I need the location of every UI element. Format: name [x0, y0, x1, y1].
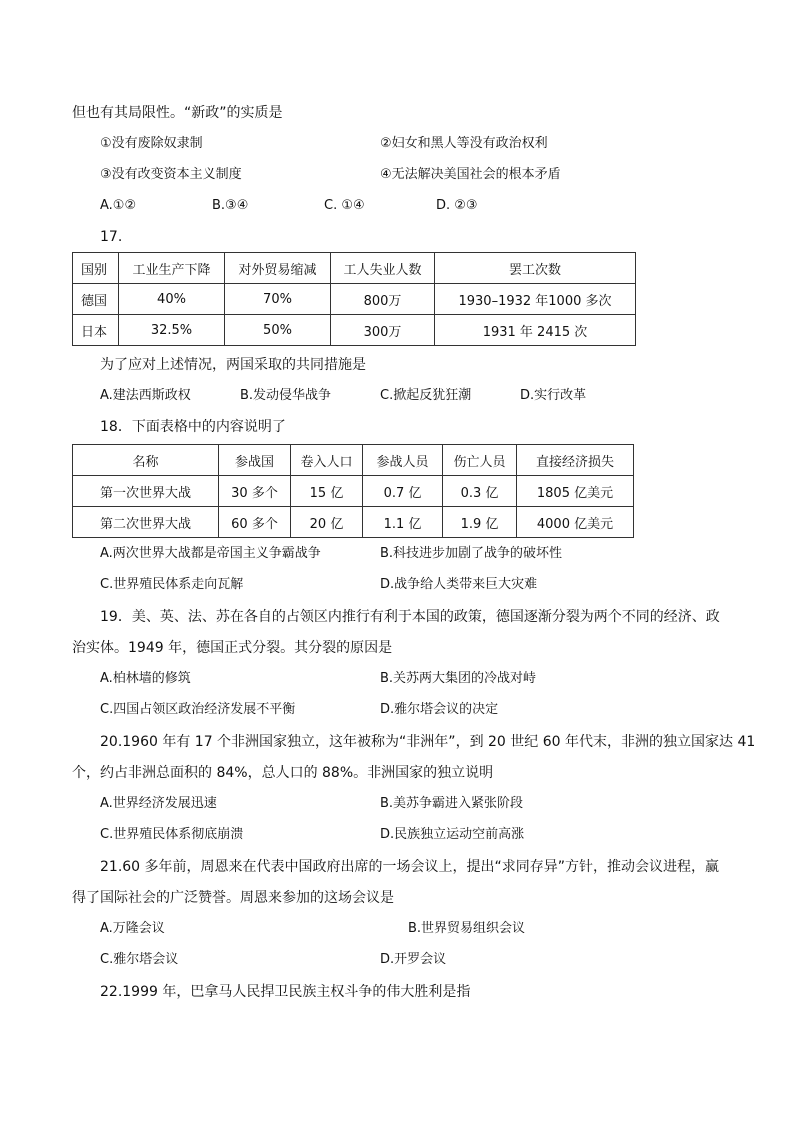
q20-option-a: A.世界经济发展迅速: [100, 796, 217, 811]
q16-option-c: C. ①④: [324, 198, 365, 213]
q17-option-a: A.建法西斯政权: [100, 388, 191, 403]
q22-stem: 22.1999 年，巴拿马人民捍卫民族主权斗争的伟大胜利是指: [100, 984, 471, 1000]
table-cell: 1805 亿美元: [517, 476, 634, 507]
q17-question: 为了应对上述情况，两国采取的共同措施是: [100, 357, 366, 373]
table-header-cell: 工业生产下降: [119, 253, 225, 284]
q17-option-d: D.实行改革: [520, 388, 587, 403]
table-header-cell: 对外贸易缩减: [225, 253, 331, 284]
table-header-cell: 伤亡人员: [443, 445, 517, 476]
q20-stem-line2: 个，约占非洲总面积的 84%，总人口的 88%。非洲国家的独立说明: [72, 765, 494, 781]
table-header-cell: 工人失业人数: [331, 253, 435, 284]
q17-option-c: C.掀起反犹狂潮: [380, 388, 472, 403]
q17-number: 17.: [100, 229, 123, 245]
q17-option-b: B.发动侵华战争: [240, 388, 332, 403]
q18-option-d: D.战争给人类带来巨大灾难: [380, 577, 538, 592]
table-header-row: [73, 253, 636, 284]
q18-stem: 18．下面表格中的内容说明了: [100, 419, 286, 435]
table-cell: 0.3 亿: [443, 476, 517, 507]
table-cell: 德国: [73, 284, 119, 315]
table-header-cell: 卷入人口: [291, 445, 363, 476]
table-cell: 4000 亿美元: [517, 507, 634, 538]
q16-item-3: ③没有改变资本主义制度: [100, 167, 242, 182]
table-row: [73, 284, 636, 315]
table-header-cell: 参战国: [219, 445, 291, 476]
table-cell: 300万: [331, 315, 435, 346]
q20-option-d: D.民族独立运动空前高涨: [380, 827, 525, 842]
table-cell: 1.9 亿: [443, 507, 517, 538]
q20-stem-line1: 20.1960 年有 17 个非洲国家独立，这年被称为“非洲年”，到 20 世纪 60 年代末，非洲的独立国家达 41: [100, 734, 756, 750]
table-cell: 1.1 亿: [363, 507, 443, 538]
table-cell: 15 亿: [291, 476, 363, 507]
table-row: [73, 507, 634, 538]
q20-option-b: B.美苏争霸进入紧张阶段: [380, 796, 524, 811]
table-cell: 60 多个: [219, 507, 291, 538]
table-row: [73, 476, 634, 507]
q18-option-b: B.科技进步加剧了战争的破坏性: [380, 546, 563, 561]
q20-option-c: C.世界殖民体系彻底崩溃: [100, 827, 244, 842]
q16-option-b: B.③④: [212, 198, 249, 213]
table-cell: 30 多个: [219, 476, 291, 507]
q16-stem-tail: 但也有其局限性。“新政”的实质是: [72, 105, 283, 121]
q17-table: [72, 252, 636, 346]
q21-option-b: B.世界贸易组织会议: [408, 921, 526, 936]
q16-item-2: ②妇女和黑人等没有政治权利: [380, 136, 548, 151]
table-cell: 1931 年 2415 次: [435, 315, 636, 346]
q21-option-d: D.开罗会议: [380, 952, 447, 967]
table-header-row: [73, 445, 634, 476]
table-cell: 1930–1932 年1000 多次: [435, 284, 636, 315]
table-header-cell: 罢工次数: [435, 253, 636, 284]
q18-option-c: C.世界殖民体系走向瓦解: [100, 577, 244, 592]
q19-option-a: A.柏林墙的修筑: [100, 671, 191, 686]
q19-stem-line1: 19．美、英、法、苏在各自的占领区内推行有利于本国的政策，德国逐渐分裂为两个不同的经济、政: [100, 609, 720, 625]
q21-option-a: A.万隆会议: [100, 921, 165, 936]
q19-option-d: D.雅尔塔会议的决定: [380, 702, 499, 717]
table-cell: 第一次世界大战: [73, 476, 219, 507]
table-cell: 32.5%: [119, 315, 225, 346]
q16-item-1: ①没有废除奴隶制: [100, 136, 203, 151]
q18-option-a: A.两次世界大战都是帝国主义争霸战争: [100, 546, 321, 561]
q21-option-c: C.雅尔塔会议: [100, 952, 179, 967]
table-cell: 日本: [73, 315, 119, 346]
table-cell: 20 亿: [291, 507, 363, 538]
table-cell: 0.7 亿: [363, 476, 443, 507]
q19-option-b: B.关苏两大集团的冷战对峙: [380, 671, 537, 686]
table-header-cell: 参战人员: [363, 445, 443, 476]
q16-item-4: ④无法解决美国社会的根本矛盾: [380, 167, 561, 182]
table-cell: 40%: [119, 284, 225, 315]
q19-option-c: C.四国占领区政治经济发展不平衡: [100, 702, 296, 717]
q19-stem-line2: 治实体。1949 年，德国正式分裂。其分裂的原因是: [72, 640, 393, 656]
q21-stem-line1: 21.60 多年前，周恩来在代表中国政府出席的一场会议上，提出“求同存异”方针，推动会议进程，赢: [100, 859, 720, 875]
table-cell: 800万: [331, 284, 435, 315]
q16-option-d: D. ②③: [436, 198, 478, 213]
table-header-cell: 直接经济损失: [517, 445, 634, 476]
table-cell: 第二次世界大战: [73, 507, 219, 538]
q21-stem-line2: 得了国际社会的广泛赞誉。周恩来参加的这场会议是: [72, 890, 394, 906]
table-cell: 50%: [225, 315, 331, 346]
table-header-cell: 国别: [73, 253, 119, 284]
q18-table: [72, 444, 634, 538]
table-row: [73, 315, 636, 346]
q16-option-a: A.①②: [100, 198, 137, 213]
table-cell: 70%: [225, 284, 331, 315]
table-header-cell: 名称: [73, 445, 219, 476]
